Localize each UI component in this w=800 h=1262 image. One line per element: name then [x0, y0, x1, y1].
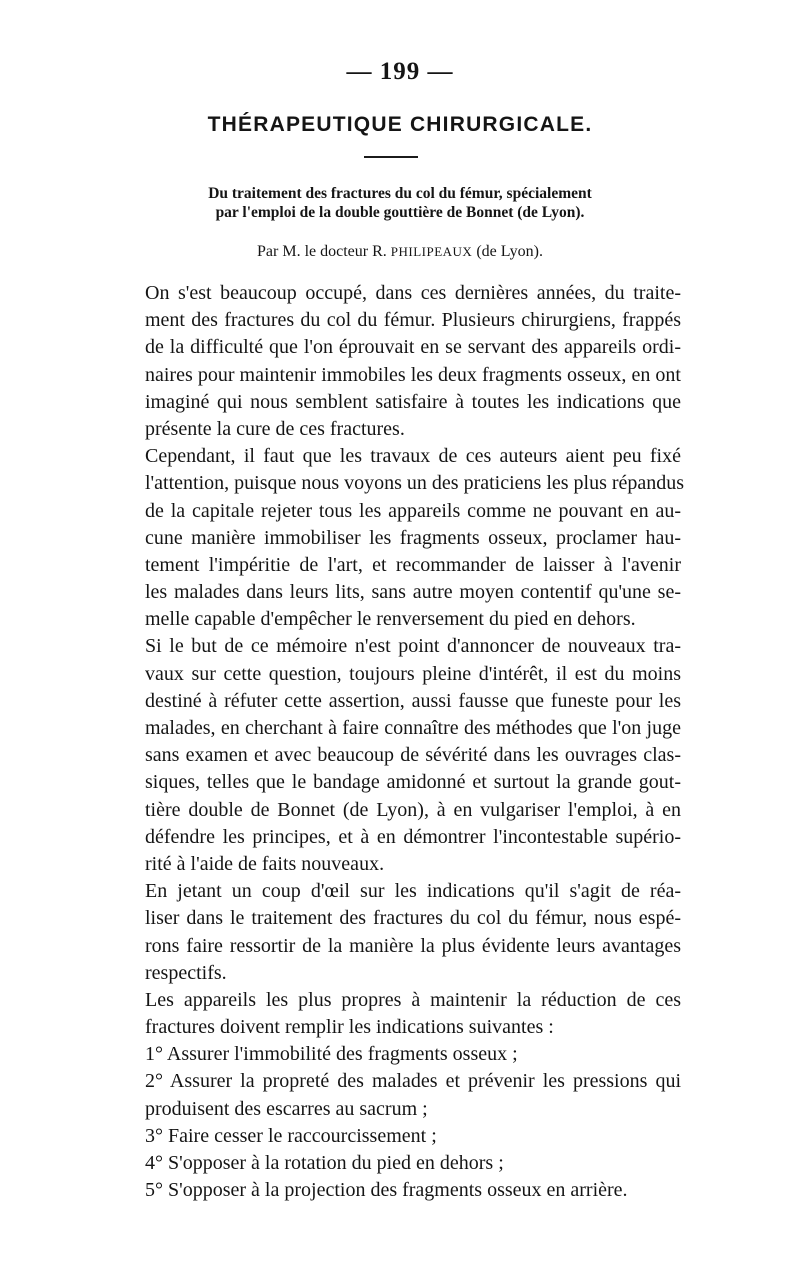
body-line: ment des fractures du col du fémur. Plusieurs chirurgiens, frappés [145, 309, 681, 332]
body-line: de la difficulté que l'on éprouvait en se servant des appareils ordi- [145, 336, 681, 359]
list-item: 3° Faire cesser le raccourcissement ; [145, 1124, 437, 1147]
byline-suffix: (de Lyon). [476, 243, 543, 260]
body-line: malades, en cherchant à faire connaître des méthodes que l'on juge [145, 717, 681, 739]
body-line: imaginé qui nous semblent satisfaire à toutes les indications que [145, 390, 681, 413]
body-line: Les appareils les plus propres à maintenir la réduction de ces [145, 988, 681, 1011]
body-line: rité à l'aide de faits nouveaux. [145, 852, 385, 875]
body-line: les malades dans leurs lits, sans autre moyen contentif qu'une se- [145, 581, 681, 604]
body-line: cune manière immobiliser les fragments osseux, proclamer hau- [145, 526, 681, 549]
byline [0, 243, 800, 261]
body-line: tière double de Bonnet (de Lyon), à en vulgariser l'emploi, à en [145, 798, 681, 821]
body-line: défendre les principes, et à en démontrer l'incontestable supério- [145, 825, 681, 848]
article-body [145, 280, 685, 1204]
list-item: 4° S'opposer à la rotation du pied en dehors ; [145, 1152, 504, 1174]
page-number: — 199 — [346, 58, 454, 85]
byline-author: PHILIPEAUX [390, 244, 473, 259]
title-divider [364, 156, 418, 158]
list-item-continuation: produisent des escarres au sacrum ; [145, 1097, 428, 1120]
body-line: destiné à réfuter cette assertion, aussi fausse que funeste pour les [145, 689, 681, 712]
body-line: En jetant un coup d'œil sur les indications qu'il s'agit de réa- [145, 880, 681, 903]
section-title: THÉRAPEUTIQUE CHIRURGICALE. [207, 113, 593, 136]
body-line: l'attention, puisque nous voyons un des praticiens les plus répandus [145, 472, 685, 495]
body-line: melle capable d'empêcher le renversement du pied en dehors. [145, 608, 636, 631]
body-line: vaux sur cette question, toujours pleine d'intérêt, il est du moins [145, 662, 681, 685]
body-line: rons faire ressortir de la manière la plus évidente leurs avantages [145, 934, 681, 957]
list-item: 5° S'opposer à la projection des fragments osseux en arrière. [145, 1179, 628, 1202]
body-line: Cependant, il faut que les travaux de ces auteurs aient peu fixé [145, 445, 681, 468]
list-item: 1° Assurer l'immobilité des fragments osseux ; [145, 1043, 518, 1066]
body-line: naires pour maintenir immobiles les deux fragments osseux, en ont [145, 363, 681, 386]
list-item: 2° Assurer la propreté des malades et prévenir les pressions qui [145, 1070, 681, 1093]
article-title-line-1: Du traitement des fractures du col du fémur, spécialement [208, 185, 592, 202]
byline-prefix: Par M. le docteur R. [257, 243, 387, 260]
body-line: On s'est beaucoup occupé, dans ces dernières années, du traite- [145, 282, 681, 304]
article-title [110, 184, 690, 222]
body-line: présente la cure de ces fractures. [145, 417, 405, 440]
body-line: de la capitale rejeter tous les appareils comme ne pouvant en au- [145, 499, 681, 522]
body-line: sans examen et avec beaucoup de sévérité dans les ouvrages clas- [145, 744, 681, 767]
body-line: liser dans le traitement des fractures du col du fémur, nous espé- [145, 907, 681, 930]
body-line: siques, telles que le bandage amidonné et surtout la grande gout- [145, 771, 681, 794]
body-line: tement l'impéritie de l'art, et recommander de laisser à l'avenir [145, 553, 681, 576]
body-line: fractures doivent remplir les indications suivantes : [145, 1016, 554, 1039]
body-line: respectifs. [145, 961, 227, 984]
body-line: Si le but de ce mémoire n'est point d'annoncer de nouveaux tra- [145, 635, 681, 658]
article-title-line-2: par l'emploi de la double gouttière de Bonnet (de Lyon). [215, 204, 585, 221]
